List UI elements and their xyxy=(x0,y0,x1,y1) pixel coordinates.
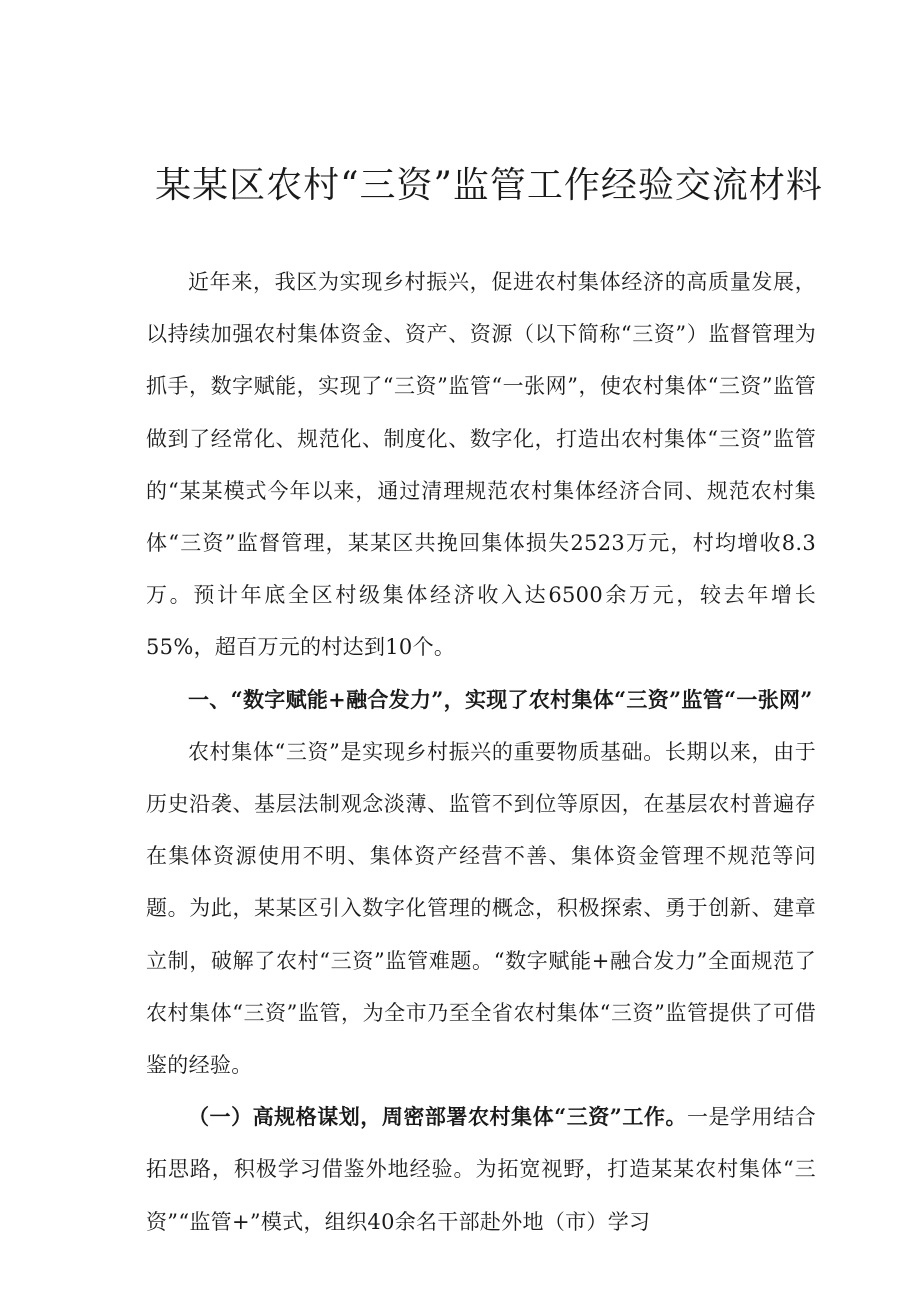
document-title: 某某区农村“三资”监管工作经验交流材料 xyxy=(155,165,823,206)
subsection-1-text: 一是学用结合拓思路，积极学习借鉴外地经验。为拓宽视野，打造某某农村集体“三资”“监管+”模式，组织40余名干部赴外地（市）学习 xyxy=(146,1105,816,1234)
subsection-1-heading: （一）高规格谋划，周密部署农村集体“三资”工作。 xyxy=(188,1104,688,1130)
section-1-paragraph: 农村集体“三资”是实现乡村振兴的重要物质基础。长期以来，由于历史沿袭、基层法制观念淡薄、监管不到位等原因，在基层农村普遍存在集体资源使用不明、集体资产经营不善、集体资金管理不规范等问题。为此，某某区引入数字化管理的概念，积极探索、勇于创新、建章立制，破解了农村“三资”监管难题。“数字赋能+融合发力”全面规范了农村集体“三资”监管，为全市乃至全省农村集体“三资”监管提供了可借鉴的经验。 xyxy=(146,739,816,1078)
document-body xyxy=(146,256,816,1248)
section-1-heading: 一、“数字赋能+融合发力”，实现了农村集体“三资”监管“一张网” xyxy=(188,686,813,712)
intro-paragraph: 近年来，我区为实现乡村振兴，促进农村集体经济的高质量发展，以持续加强农村集体资金、资产、资源（以下简称“三资”）监督管理为抓手，数字赋能，实现了“三资”监管“一张网”，使农村集体“三资”监管做到了经常化、规范化、制度化、数字化，打造出农村集体“三资”监管的“某某模式今年以来，通过清理规范农村集体经济合同、规范农村集体“三资”监督管理，某某区共挽回集体损失2523万元，村均增收8.3万。预计年底全区村级集体经济收入达6500余万元，较去年增长55%，超百万元的村达到10个。 xyxy=(146,270,816,660)
subsection-1-paragraph xyxy=(146,1091,816,1248)
